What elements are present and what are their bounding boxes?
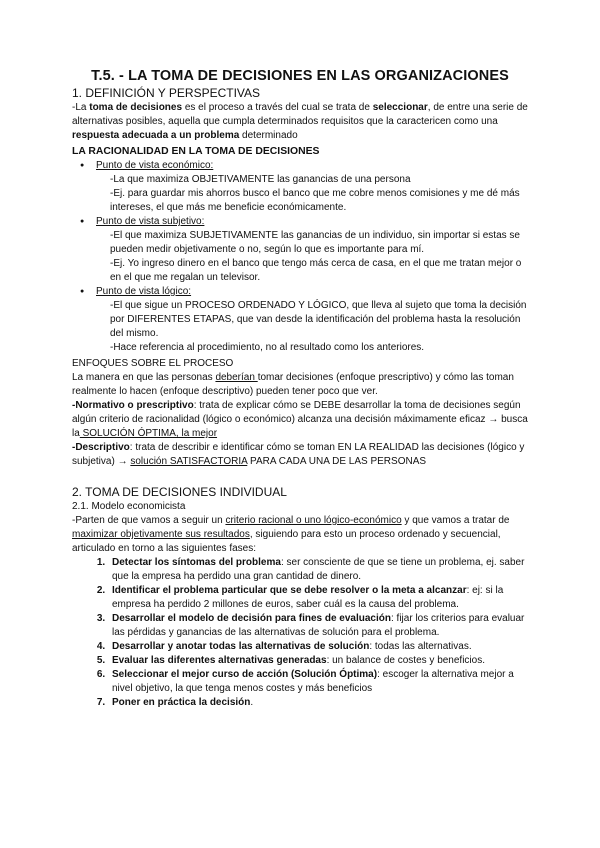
bullet-heading: Punto de vista subjetivo: <box>96 216 205 227</box>
descriptive-paragraph: -Descriptivo: trata de describir e identificar cómo se toman EN LA REALIDAD las decisiones (lógico y subjetiva) → solución SATISFACTORIA PARA CADA UNA DE LAS PERSONAS <box>72 442 525 467</box>
rationality-heading: LA RACIONALIDAD EN LA TOMA DE DECISIONES <box>72 146 320 157</box>
page-title: T.5. - LA TOMA DE DECISIONES EN LAS ORGANIZACIONES <box>91 68 509 84</box>
bullet-line: -Hace referencia al procedimiento, no al resultado como los anteriores. <box>110 342 425 353</box>
bullet-line: -Ej. Yo ingreso dinero en el banco que tengo más cerca de casa, en el que me tratan mejor o en el que me regalan un televisor. <box>110 258 522 283</box>
bullet-line: -El que maximiza SUBJETIVAMENTE las ganancias de un individuo, sin importar si estas se pueden medir objetivamente o no, según lo que es importante para mí. <box>110 230 520 255</box>
list-item: 6. Seleccionar el mejor curso de acción (Solución Óptima): escoger la alternativa mejor a nivel objetivo, la que tenga menos costes y más beneficios <box>108 668 528 696</box>
normative-paragraph: -Normativo o prescriptivo: trata de explicar cómo se DEBE desarrollar la toma de decisiones según algún criterio de racionalidad (lógico o económico) alcanza una decisión máximamente eficaz → busca la SOLUCIÓN ÓPTIMA, la mejor <box>72 400 528 439</box>
bullet-line: -La que maximiza OBJETIVAMENTE las ganancias de una persona <box>110 174 411 185</box>
list-item: 5. Evaluar las diferentes alternativas generadas: un balance de costes y beneficios. <box>108 654 528 668</box>
definition-paragraph: -La toma de decisiones es el proceso a través del cual se trata de seleccionar, de entre una serie de alternativas posibles, aquella que cumpla determinados requisitos que la caractericen como una respuesta adecuada a un problema determinado <box>72 102 528 141</box>
list-item: 7. Poner en práctica la decisión. <box>108 696 528 710</box>
approaches-intro: La manera en que las personas deberían tomar decisiones (enfoque prescriptivo) y cómo las toman realmente lo hacen (enfoque descriptivo) pueden tener poco que ver. <box>72 372 514 397</box>
approaches-heading: ENFOQUES SOBRE EL PROCESO <box>72 358 234 369</box>
bullet-line: -Ej. para guardar mis ahorros busco el banco que me cobre menos comisiones y me dé más intereses, el que más me beneficie económicamente. <box>110 188 520 213</box>
bullet-line: -El que sigue un PROCESO ORDENADO Y LÓGICO, que lleva al sujeto que toma la decisión por DIFERENTES ETAPAS, que van desde la identificación del problema hasta la resolución del mismo. <box>110 300 527 339</box>
list-item: 3. Desarrollar el modelo de decisión para fines de evaluación: fijar los criterios para evaluar las pérdidas y ganancias de las alternativas de solución para el problema. <box>108 612 528 640</box>
rationality-list <box>72 159 528 355</box>
phases-list <box>72 556 528 710</box>
list-item: 4. Desarrollar y anotar todas las alternativas de solución: todas las alternativas. <box>108 640 528 654</box>
model-intro-paragraph: -Parten de que vamos a seguir un criterio racional o uno lógico-económico y que vamos a tratar de maximizar objetivamente sus resultados, siguiendo para esto un proceso ordenado y secuencial, articulado en torno a las siguientes fases: <box>72 515 510 554</box>
bullet-heading: Punto de vista lógico: <box>96 286 192 297</box>
section-1-heading: 1. DEFINICIÓN Y PERSPECTIVAS <box>72 86 261 100</box>
bullet-heading: Punto de vista económico: <box>96 160 214 171</box>
list-item <box>96 285 528 355</box>
section-2-heading: 2. TOMA DE DECISIONES INDIVIDUAL <box>72 485 287 499</box>
subsection-heading: 2.1. Modelo economicista <box>72 501 186 512</box>
list-item <box>96 215 528 285</box>
list-item: 2. Identificar el problema particular que se debe resolver o la meta a alcanzar: ej: si la empresa ha perdido 2 millones de euros, saber cuál es la causa del problema. <box>108 584 528 612</box>
list-item: 1. Detectar los síntomas del problema: ser consciente de que se tiene un problema, ej. saber que la empresa ha perdido una gran cantidad de dinero. <box>108 556 528 584</box>
list-item <box>96 159 528 215</box>
